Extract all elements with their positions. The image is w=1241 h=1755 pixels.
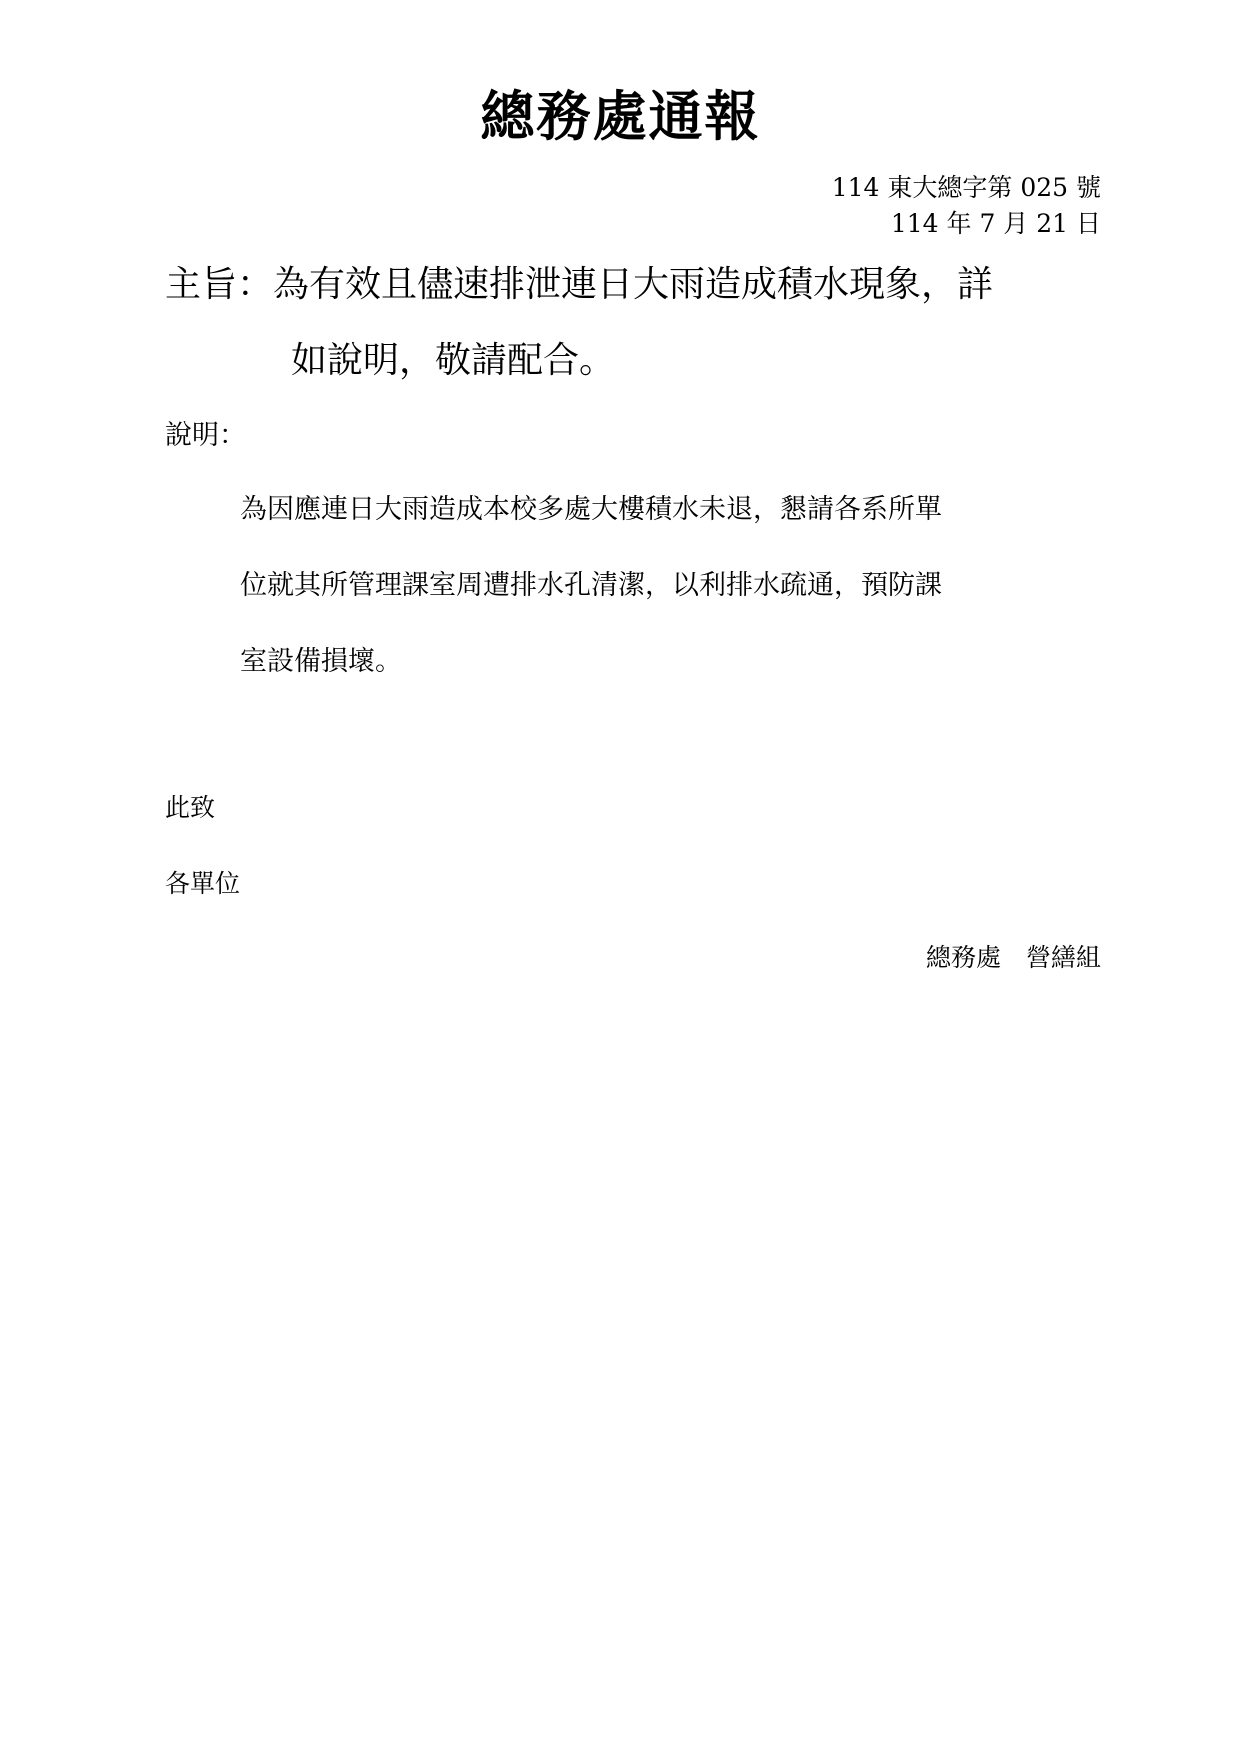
closing-recipient: 各單位 [165,869,241,898]
document-date: 114 年 7 月 21 日 [890,209,1101,238]
subject-line-continued: 如說明，敬請配合。 [291,340,616,381]
closing-salutation: 此致 [165,793,216,822]
subject-line: 主旨：為有效且儘速排泄連日大雨造成積水現象，詳 [165,264,994,305]
signature: 總務處 營繕組 [925,943,1101,972]
explanation-line: 為因應連日大雨造成本校多處大樓積水未退，懇請各系所單 [240,494,942,525]
explanation-label: 說明： [165,420,246,451]
explanation-line: 位就其所管理課室周遭排水孔清潔，以利排水疏通，預防課 [240,570,942,601]
explanation-line: 室設備損壞。 [240,646,402,677]
document-number: 114 東大總字第 025 號 [831,173,1101,202]
document-title: 總務處通報 [480,84,761,148]
